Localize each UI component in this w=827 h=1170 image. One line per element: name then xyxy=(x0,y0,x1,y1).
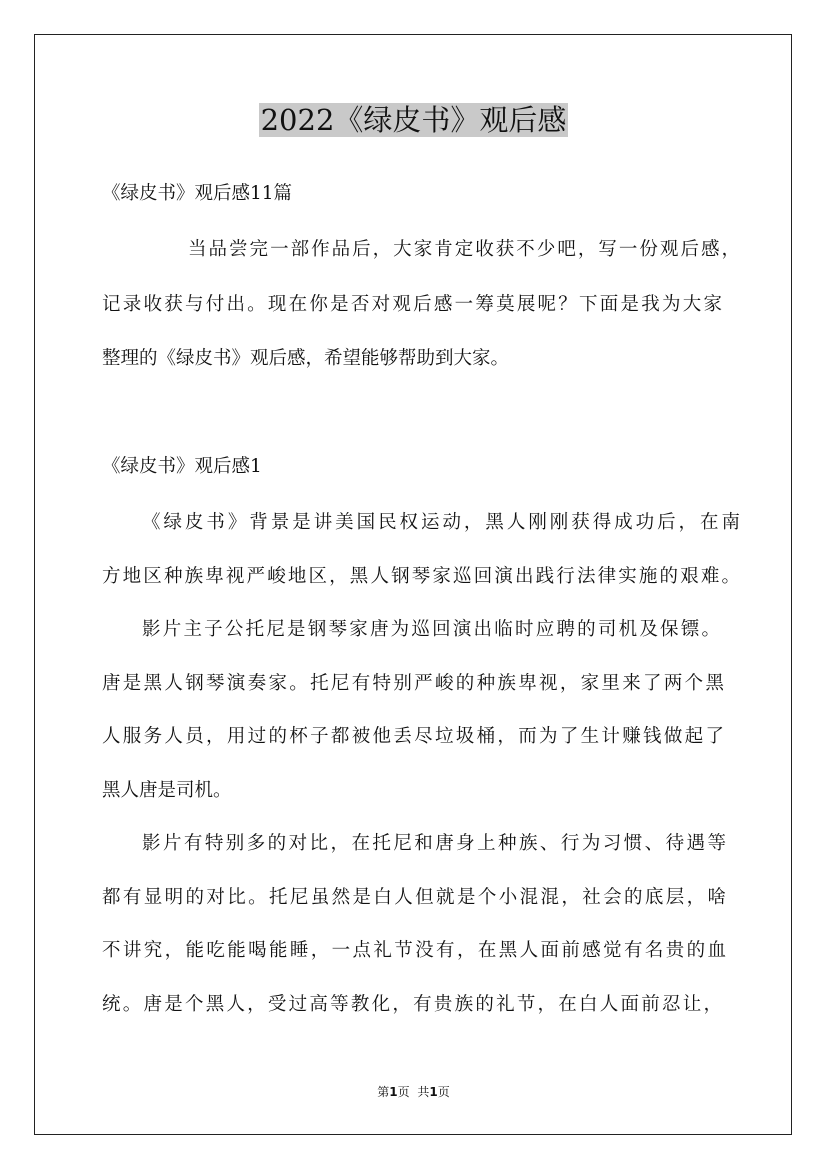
total-pages: 1 xyxy=(429,1085,438,1099)
document-title: 2022《绿皮书》观后感 xyxy=(260,103,567,137)
document-subtitle: 《绿皮书》观后感11篇 xyxy=(102,183,293,204)
document-title-row xyxy=(0,100,827,140)
page-footer xyxy=(0,1083,827,1100)
total-label-prefix: 共 xyxy=(417,1085,430,1099)
body-line: 不讲究，能吃能喝能睡，一点礼节没有，在黑人面前感觉有名贵的血 xyxy=(102,940,726,961)
page-number: 1 xyxy=(389,1085,398,1099)
total-label-suffix: 页 xyxy=(437,1085,450,1099)
page-label-suffix: 页 xyxy=(397,1085,410,1099)
body-line: 影片主子公托尼是钢琴家唐为巡回演出临时应聘的司机及保镖。 xyxy=(142,619,720,640)
section-heading: 《绿皮书》观后感1 xyxy=(102,456,262,477)
body-line: 人服务人员，用过的杯子都被他丢尽垃圾桶，而为了生计赚钱做起了 xyxy=(102,726,724,747)
body-line: 都有显明的对比。托尼虽然是白人但就是个小混混，社会的底层，啥 xyxy=(102,887,726,908)
intro-line: 当品尝完一部作品后，大家肯定收获不少吧，写一份观后感， xyxy=(188,239,740,260)
body-line: 黑人唐是司机。 xyxy=(102,780,232,801)
intro-line: 整理的《绿皮书》观后感，希望能够帮助到大家。 xyxy=(102,348,510,369)
body-line: 《绿皮书》背景是讲美国民权运动，黑人刚刚获得成功后，在南 xyxy=(142,512,740,533)
intro-line: 记录收获与付出。现在你是否对观后感一筹莫展呢？下面是我为大家 xyxy=(102,294,722,315)
body-line: 影片有特别多的对比，在托尼和唐身上种族、行为习惯、待遇等 xyxy=(142,833,726,854)
body-line: 唐是黑人钢琴演奏家。托尼有特别严峻的种族卑视，家里来了两个黑 xyxy=(102,673,724,694)
body-line: 统。唐是个黑人，受过高等教化，有贵族的礼节，在白人面前忍让， xyxy=(102,994,722,1015)
page-label-prefix: 第 xyxy=(377,1085,390,1099)
body-line: 方地区种族卑视严峻地区，黑人钢琴家巡回演出践行法律实施的艰难。 xyxy=(102,566,740,587)
